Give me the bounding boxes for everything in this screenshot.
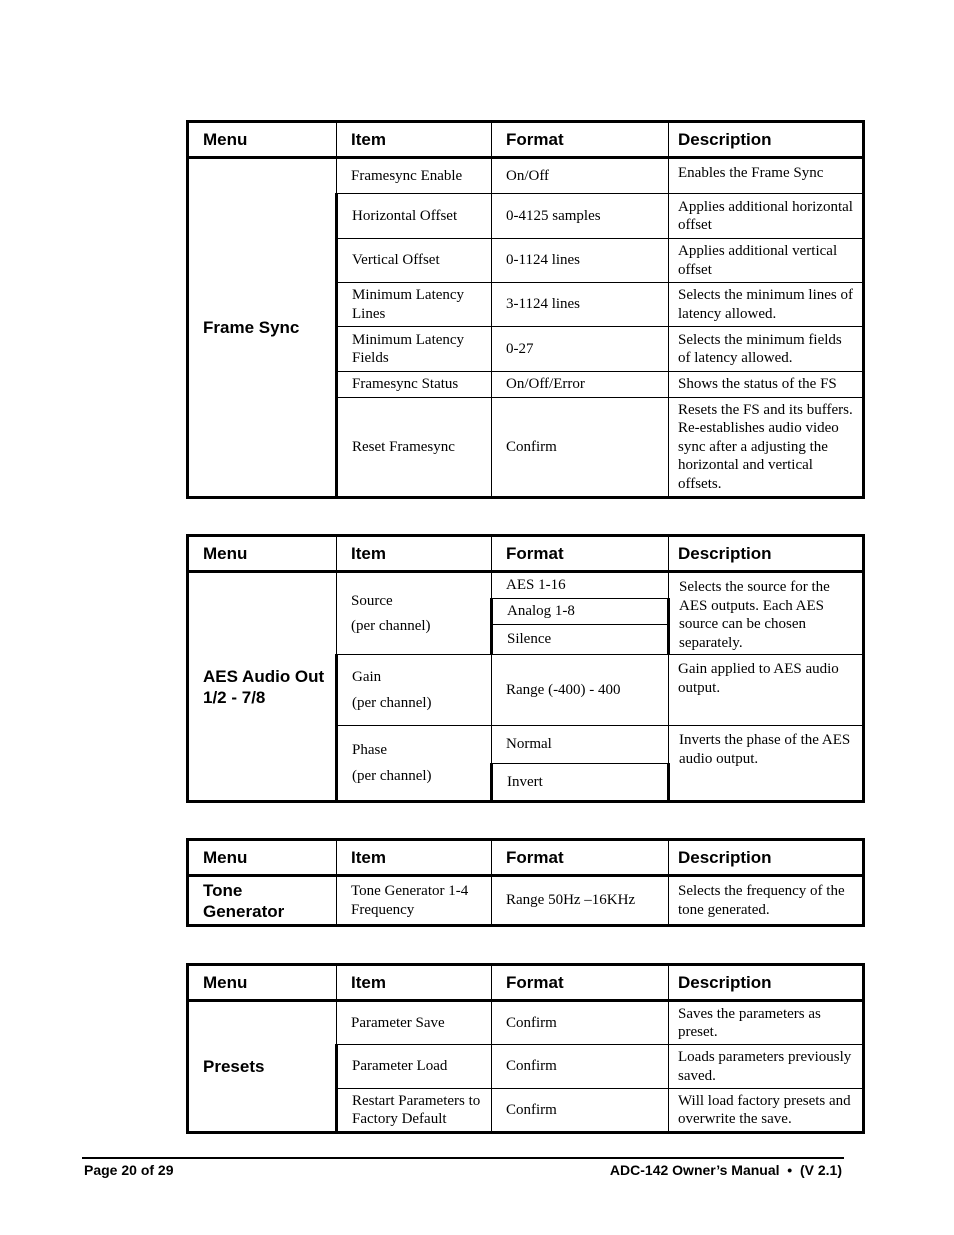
- tone-generator-table: [186, 838, 865, 927]
- menu-name: Presets: [188, 1001, 337, 1133]
- item-cell: Minimum Latency Lines: [337, 283, 492, 327]
- format-cell: On/Off/Error: [492, 372, 669, 398]
- description-cell: Will load factory presets and overwrite the save.: [669, 1089, 864, 1133]
- item-cell: [337, 655, 492, 726]
- table-header-row: [188, 965, 864, 1001]
- header-format: Format: [492, 122, 669, 158]
- page-number: Page 20 of 29: [84, 1162, 174, 1178]
- item-cell: Restart Parameters to Factory Default: [337, 1089, 492, 1133]
- item-cell: Vertical Offset: [337, 239, 492, 283]
- menu-name: Tone Generator: [188, 876, 337, 926]
- description-cell: Applies additional vertical offset: [669, 239, 864, 283]
- format-cell: Analog 1-8: [492, 598, 669, 625]
- format-cell: Normal: [492, 726, 669, 764]
- header-menu: Menu: [188, 965, 337, 1001]
- format-cell: Confirm: [492, 1001, 669, 1045]
- description-cell: Selects the frequency of the tone generated.: [669, 876, 864, 926]
- header-description: Description: [669, 536, 864, 572]
- format-cell: Invert: [492, 764, 669, 802]
- item-cell: Reset Framesync: [337, 398, 492, 498]
- header-item: Item: [337, 122, 492, 158]
- header-format: Format: [492, 536, 669, 572]
- item-sublabel: (per channel): [351, 618, 431, 634]
- header-item: Item: [337, 965, 492, 1001]
- table-row: [188, 1001, 864, 1045]
- item-sublabel: (per channel): [352, 694, 432, 711]
- description-cell: Saves the parameters as preset.: [669, 1001, 864, 1045]
- header-description: Description: [669, 965, 864, 1001]
- description-cell: Gain applied to AES audio output.: [669, 655, 864, 726]
- header-menu: Menu: [188, 840, 337, 876]
- header-menu: Menu: [188, 536, 337, 572]
- format-cell: 3-1124 lines: [492, 283, 669, 327]
- table-header-row: [188, 840, 864, 876]
- header-description: Description: [669, 122, 864, 158]
- format-cell: Range 50Hz –16KHz: [492, 876, 669, 926]
- item-cell: Horizontal Offset: [337, 194, 492, 239]
- item-sublabel: (per channel): [352, 767, 432, 784]
- description-cell: Selects the source for the AES outputs. Each AES source can be chosen separately.: [669, 572, 864, 655]
- description-cell: Resets the FS and its buffers. Re-establishes audio video sync after a adjusting the horizontal and vertical offsets.: [669, 398, 864, 498]
- header-format: Format: [492, 840, 669, 876]
- presets-table: [186, 963, 865, 1134]
- table-row: [188, 876, 864, 926]
- item-cell: Minimum Latency Fields: [337, 327, 492, 372]
- description-cell: Shows the status of the FS: [669, 372, 864, 398]
- header-item: Item: [337, 840, 492, 876]
- description-cell: Selects the minimum fields of latency allowed.: [669, 327, 864, 372]
- format-cell: 0-4125 samples: [492, 194, 669, 239]
- format-cell: Confirm: [492, 398, 669, 498]
- menu-name: AES Audio Out 1/2 - 7/8: [188, 572, 337, 802]
- description-cell: Loads parameters previously saved.: [669, 1045, 864, 1089]
- header-description: Description: [669, 840, 864, 876]
- header-menu: Menu: [188, 122, 337, 158]
- header-format: Format: [492, 965, 669, 1001]
- table-header-row: [188, 122, 864, 158]
- item-cell: Parameter Save: [337, 1001, 492, 1045]
- description-cell: Inverts the phase of the AES audio output.: [669, 726, 864, 802]
- description-cell: Applies additional horizontal offset: [669, 194, 864, 239]
- format-cell: 0-27: [492, 327, 669, 372]
- table-row: [188, 158, 864, 194]
- manual-title: ADC-142 Owner’s Manual • (V 2.1): [609, 1162, 842, 1178]
- item-cell: Framesync Enable: [337, 158, 492, 194]
- format-cell: Confirm: [492, 1089, 669, 1133]
- format-cell: AES 1-16: [492, 572, 669, 599]
- table-row: [188, 572, 864, 599]
- table-header-row: [188, 536, 864, 572]
- format-cell: Silence: [492, 625, 669, 655]
- format-cell: On/Off: [492, 158, 669, 194]
- format-cell: Confirm: [492, 1045, 669, 1089]
- item-cell: [337, 572, 492, 655]
- item-cell: [337, 726, 492, 802]
- item-cell: Framesync Status: [337, 372, 492, 398]
- header-item: Item: [337, 536, 492, 572]
- menu-name: Frame Sync: [188, 158, 337, 498]
- aes-audio-table: [186, 534, 865, 803]
- item-label: Phase: [352, 742, 387, 758]
- item-label: Gain: [352, 669, 382, 685]
- framesync-table: [186, 120, 865, 499]
- description-cell: Enables the Frame Sync: [669, 158, 864, 194]
- format-cell: 0-1124 lines: [492, 239, 669, 283]
- format-cell: Range (-400) - 400: [492, 655, 669, 726]
- description-cell: Selects the minimum lines of latency allowed.: [669, 283, 864, 327]
- item-label: Source: [351, 592, 393, 609]
- item-cell: Parameter Load: [337, 1045, 492, 1089]
- item-cell: Tone Generator 1-4 Frequency: [337, 876, 492, 926]
- footer-divider: [82, 1157, 844, 1159]
